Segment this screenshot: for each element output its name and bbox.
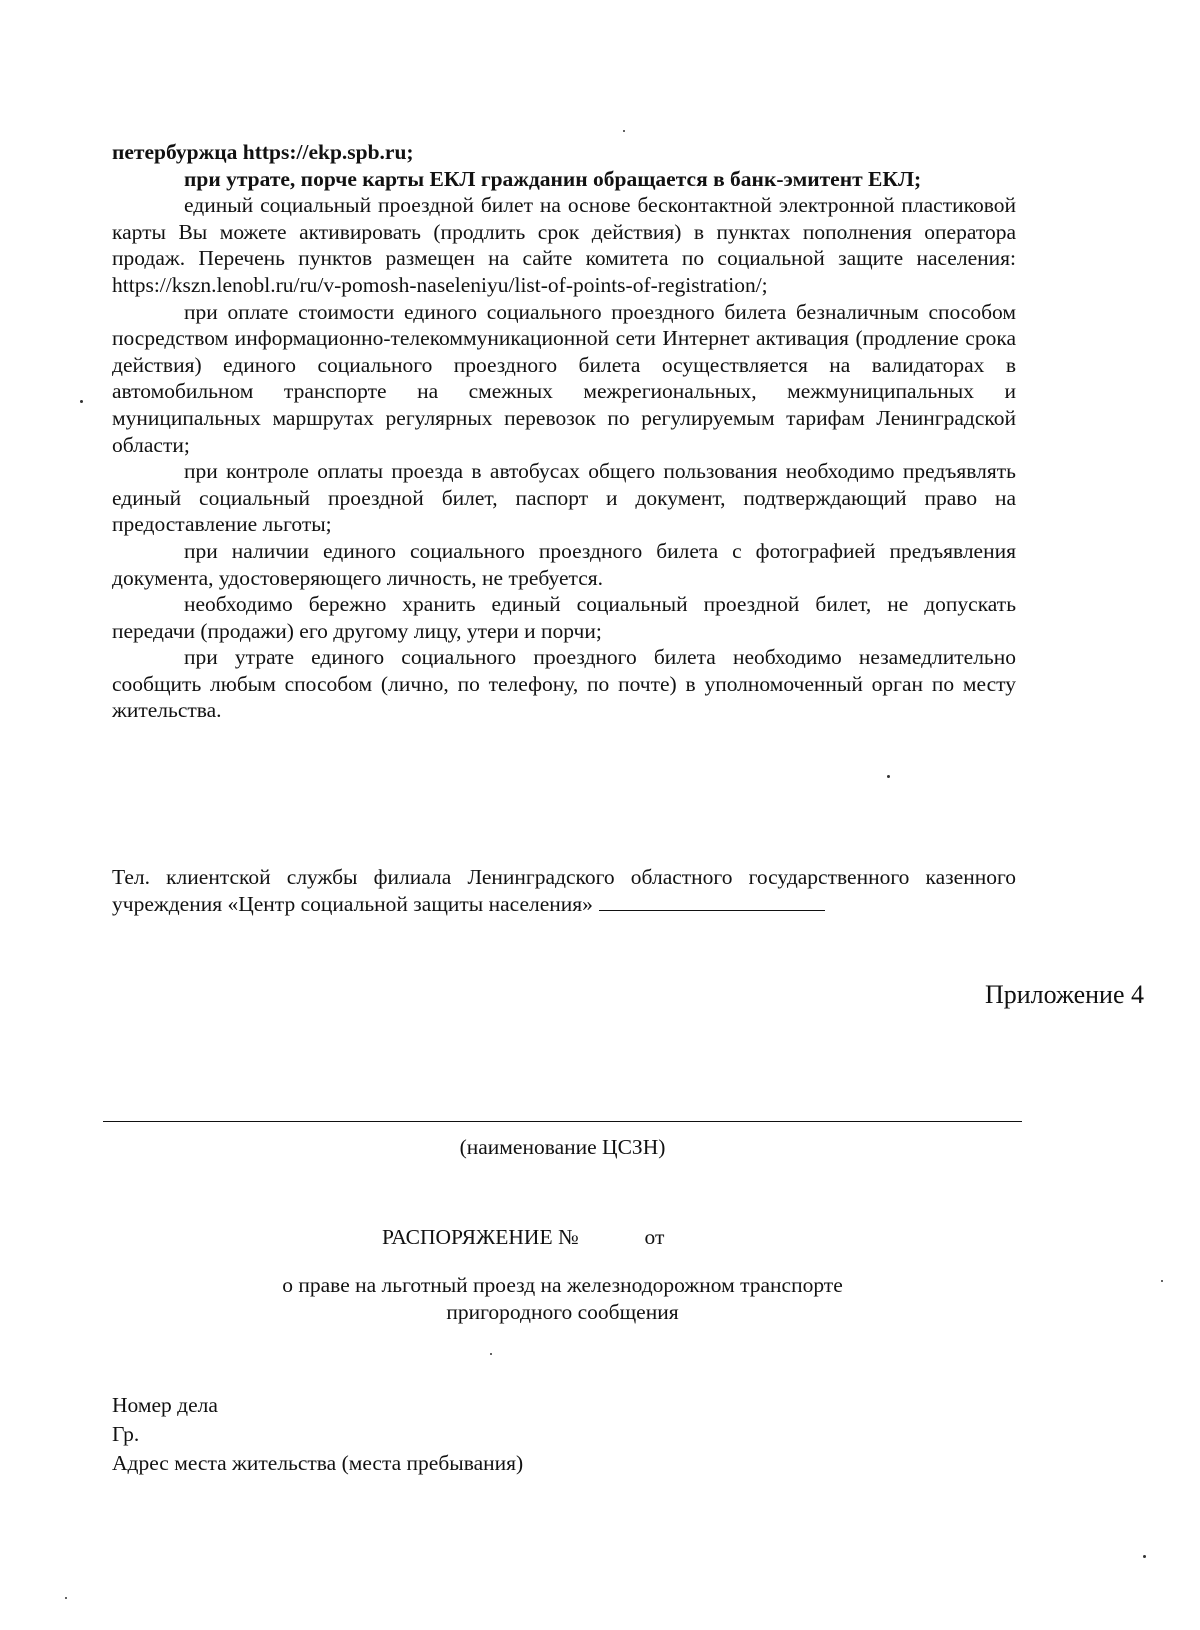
scan-speck [65, 1597, 67, 1599]
case-number-field: Номер дела [112, 1393, 218, 1417]
body-text [112, 139, 1016, 724]
org-name-blank-line [103, 1121, 1022, 1122]
scan-speck [80, 400, 83, 403]
paragraph-fare-control: при контроле оплаты проезда в автобусах общего пользования необходимо предъявлять единый социальный проездной билет, паспорт и документ, подтверждающий право на предоставление льготы; [112, 459, 1016, 537]
phone-blank-line [599, 892, 825, 911]
scan-speck [623, 130, 625, 132]
order-title [382, 1225, 664, 1250]
scan-speck [490, 1353, 492, 1355]
scan-speck [1143, 1555, 1146, 1558]
paragraph-loss-report: при утрате единого социального проездного билета необходимо незамедлительно сообщить любым способом (лично, по телефону, по почте) в уполномоченный орган по месту жительства. [112, 645, 1016, 723]
client-service-phone-text: Тел. клиентской службы филиала Ленинградского областного государственного казенного учреждения «Центр социальной защиты населения» [112, 865, 1016, 916]
appendix-label: Приложение 4 [984, 980, 1144, 1009]
scan-speck [887, 775, 890, 778]
org-name-caption: (наименование ЦСЗН) [459, 1135, 666, 1159]
order-title-number: РАСПОРЯЖЕНИЕ № [382, 1225, 579, 1249]
paragraph-photo-ticket: при наличии единого социального проездного билета с фотографией предъявления документа, удостоверяющего личность, не требуется. [112, 538, 1016, 590]
paragraph-activation: единый социальный проездной билет на основе бесконтактной электронной пластиковой карты Вы можете активировать (продлить срок действия) в пунктах пополнения оператора продаж. Перечень пунктов размещен на сайте комитета по социальной защите населения: https://kszn.lenobl.ru/ru/v-pomosh-naseleniyu/list-of-points-of-registration/; [112, 193, 1016, 297]
order-fields [112, 1391, 523, 1478]
order-subject-line-1: о праве на льготный проезд на железнодорожном транспорте [282, 1273, 843, 1297]
order-subject [0, 1272, 1125, 1326]
paragraph-storage: необходимо бережно хранить единый социальный проездной билет, не допускать передачи (продажи) его другому лицу, утери и порчи; [112, 592, 1016, 643]
client-service-phone [112, 864, 1016, 917]
paragraph-ekl-loss: при утрате, порче карты ЕКЛ гражданин обращается в банк-эмитент ЕКЛ; [184, 166, 922, 191]
paragraph-ekp-link: петербуржца https://ekp.spb.ru; [112, 140, 414, 164]
address-field: Адрес места жительства (места пребывания) [112, 1451, 524, 1475]
citizen-field: Гр. [112, 1422, 140, 1446]
order-title-date: от [644, 1225, 665, 1249]
order-subject-line-2: пригородного сообщения [446, 1300, 679, 1324]
scan-speck [1161, 1280, 1163, 1282]
paragraph-cashless-payment: при оплате стоимости единого социального проездного билета безналичным способом посредством информационно-телекоммуникационной сети Интернет активация (продление срока действия) единого социального проездного билета осуществляется на валидаторах в автомобильном транспорте на смежных межрегиональных, межмуниципальных и муниципальных маршрутах регулярных перевозок по регулируемым тарифам Ленинградской области; [112, 299, 1016, 457]
